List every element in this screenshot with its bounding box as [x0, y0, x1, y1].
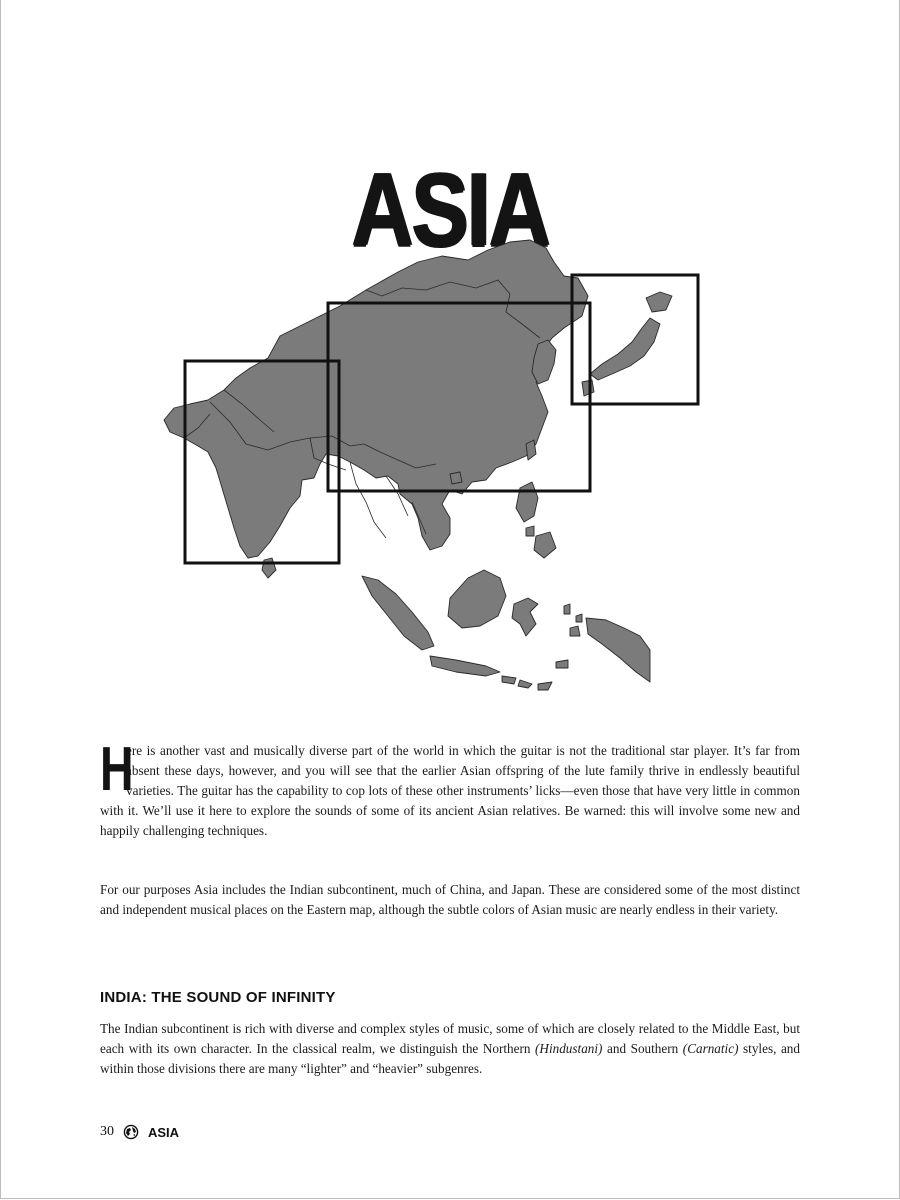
java — [430, 656, 500, 676]
globe-icon — [123, 1124, 139, 1140]
japan-hokkaido — [646, 292, 672, 312]
page-footer — [100, 1124, 179, 1140]
intro-paragraph-1-text: ere is another vast and musically diverse part of the world in which the guitar is not the traditional star player. It’s far from absent these days, however, and you will see that the earlier Asian offspring of the lute family thrive in endlessly beautiful varieties. The guitar has the capability to cop lots of these other instruments’ licks—even those that have very little in common with it. We’ll use it here to explore the sounds of some of its ancient Asian relatives. Be warned: this will involve some new and happily challenging techniques. — [100, 743, 800, 838]
section-paragraph-part-b: and Southern — [602, 1041, 683, 1056]
section-heading: INDIA: THE SOUND OF INFINITY — [100, 989, 336, 1007]
page-number: 30 — [100, 1124, 114, 1139]
philippines-luzon — [516, 482, 538, 522]
footer-section-label: ASIA — [148, 1124, 180, 1140]
term-hindustani: (Hindustani) — [535, 1041, 603, 1056]
philippines-mindanao — [534, 532, 556, 558]
sumatra — [362, 576, 434, 650]
intro-paragraph-2: For our purposes Asia includes the Indian subcontinent, much of China, and Japan. These are considered some of the most distinct and independent musical places on the Eastern map, although the subtle colors of Asian music are nearly endless in their variety. — [100, 882, 800, 917]
japan-honshu — [590, 318, 660, 380]
section-paragraph-part-c: styles, and within those divisions there are many “lighter” and “heavier” subgenres. — [100, 1041, 800, 1076]
hainan — [450, 472, 462, 484]
section-paragraph-part-a: The Indian subcontinent is rich with diverse and complex styles of music, some of which are closely related to the Middle East, but each with its own character. In the classical realm, we distinguish the Northern — [100, 1021, 800, 1056]
taiwan — [526, 440, 536, 460]
japan-kyushu — [582, 380, 594, 396]
sulawesi — [512, 598, 538, 636]
sri-lanka — [262, 558, 276, 578]
term-carnatic: (Carnatic) — [682, 1041, 739, 1056]
drop-cap: H — [100, 735, 134, 804]
new-guinea — [586, 618, 650, 682]
intro-paragraph-1 — [100, 735, 800, 841]
section-paragraph — [100, 1019, 800, 1079]
page-title: ASIA — [351, 151, 549, 268]
asia-map — [150, 232, 730, 712]
asia-map-graphic — [150, 232, 730, 712]
borneo — [448, 570, 506, 628]
